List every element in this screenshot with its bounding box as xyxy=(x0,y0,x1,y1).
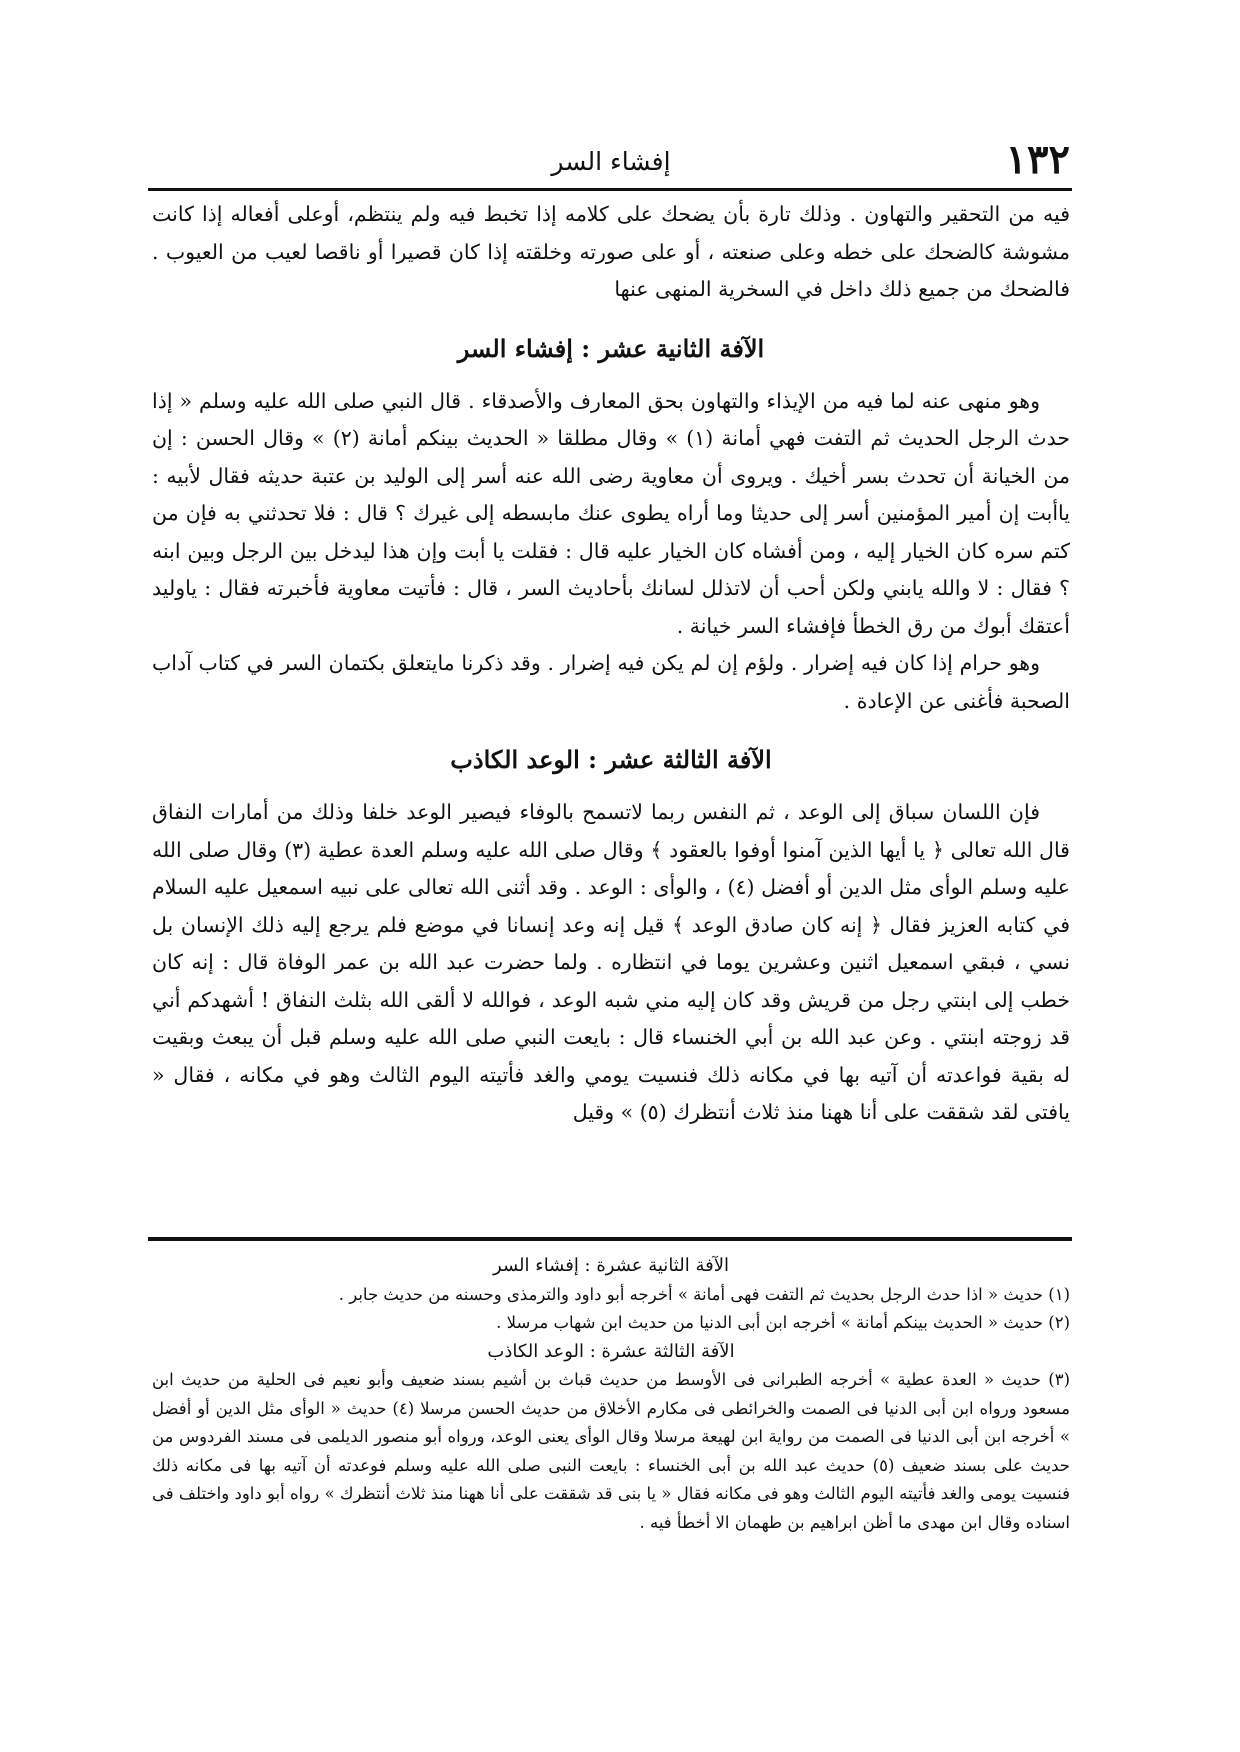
page-header xyxy=(152,138,1070,182)
footnotes xyxy=(152,1252,1070,1537)
section-heading-secret: الآفة الثانية عشر : إفشاء السر xyxy=(457,333,765,363)
running-title: إفشاء السر xyxy=(551,147,671,176)
header-rule xyxy=(148,188,1072,191)
footnote-rule xyxy=(148,1237,1072,1241)
footnote-heading-2: الآفة الثالثة عشرة : الوعد الكاذب xyxy=(487,1340,735,1362)
section1-paragraph2: وهو حرام إذا كان فيه إضرار . ولؤم إن لم يكن فيه إضرار . وقد ذكرنا مايتعلق بكتمان السر في كتاب آداب الصحبة فأغنى عن الإعادة . xyxy=(152,651,1070,713)
section2-paragraph1: فإن اللسان سباق إلى الوعد ، ثم النفس ربما لاتسمح بالوفاء فيصير الوعد خلفا وذلك من أمارات النفاق قال الله تعالى ﴿ يا أيها الذين آمنوا أوفوا بالعقود ﴾ وقال صلى الله عليه وسلم العدة عطية (٣) وقال صلى الله عليه وسلم الوأى مثل الدين أو أفضل (٤) ، والوأى : الوعد . وقد أثنى الله تعالى على نبيه اسمعيل عليه السلام في كتابه العزيز فقال ﴿ إنه كان صادق الوعد ﴾ قيل إنه وعد إنسانا في موضع فلم يرجع إليه ذلك الإنسان بل نسي ، فبقي اسمعيل اثنين وعشرين يوما في انتظاره . ولما حضرت عبد الله بن عمر الوفاة قال : إنه كان خطب إلى ابنتي رجل من قريش وقد كان إليه مني شبه الوعد ، فوالله لا ألقى الله بثلث النفاق ! أشهدكم أني قد زوجته ابنتي . وعن عبد الله بن أبي الخنساء قال : بايعت النبي صلى الله عليه وسلم قبل أن يبعث وبقيت له بقية فواعدته أن آتيه بها في مكانه ذلك فنسيت يومي والغد فأتيته اليوم الثالث وهو في مكانه ، فقال « يافتى لقد شققت على أنا ههنا منذ ثلاث أنتظرك (٥) » وقيل xyxy=(152,800,1071,1124)
page-number: ١٣٢ xyxy=(1005,136,1070,183)
footnote-2: (٢) حديث « الحديث بينكم أمانة » أخرجه ابن أبى الدنيا من حديث ابن شهاب مرسلا . xyxy=(496,1313,1070,1332)
footnote-1: (١) حديث « اذا حدث الرجل بحديث ثم التفت فهى أمانة » أخرجه أبو داود والترمذى وحسنه من حديث جابر . xyxy=(338,1284,1070,1304)
footnote-3-4-5: (٣) حديث « العدة عطية » أخرجه الطبرانى فى الأوسط من حديث قباث بن أشيم بسند ضعيف وأبو نعيم فى الحلية من حديث ابن مسعود ورواه ابن أبى الدنيا فى الصمت والخرائطى فى مكارم الأخلاق من حديث الحسن مرسلا (٤) حديث « الوأى مثل الدين أو أفضل » أخرجه ابن أبى الدنيا فى الصمت من رواية ابن لهيعة مرسلا وقال الوأى يعنى الوعد، ورواه أبو منصور الديلمى فى مسند الفردوس من حديث على بسند ضعيف (٥) حديث عبد الله بن أبى الخنساء : بايعت النبى صلى الله عليه وسلم فوعدته أن آتيه بها فى مكانه ذلك فنسيت يومى والغد فأتيته اليوم الثالث وهو فى مكانه فقال « يا بنى قد شققت على أنا ههنا منذ ثلاث أنتظرك » رواه أبو داود واختلف فى اسناده وقال ابن مهدى ما أظن ابراهيم بن طهمان الا أخطأ فيه . xyxy=(152,1370,1070,1532)
section-heading-false-promise: الآفة الثالثة عشر : الوعد الكاذب xyxy=(450,745,772,774)
footnote-heading-1: الآفة الثانية عشرة : إفشاء السر xyxy=(493,1255,729,1276)
intro-paragraph: فيه من التحقير والتهاون . وذلك تارة بأن يضحك على كلامه إذا تخبط فيه ولم ينتظم، أوعلى أفعاله إذا كانت مشوشة كالضحك على خطه وعلى صنعته ، أو على صورته وخلقته إذا كان قصيرا أو ناقصا لعيب من العيوب . فالضحك من جميع ذلك داخل في السخرية المنهى عنها xyxy=(152,202,1070,301)
main-text xyxy=(152,196,1070,1132)
section1-paragraph1: وهو منهى عنه لما فيه من الإيذاء والتهاون بحق المعارف والأصدقاء . قال النبي صلى الله عليه وسلم « إذا حدث الرجل الحديث ثم التفت فهي أمانة (١) » وقال مطلقا « الحديث بينكم أمانة (٢) » وقال الحسن : إن من الخيانة أن تحدث بسر أخيك . ويروى أن معاوية رضى الله عنه أسر إلى الوليد بن عتبة حديثه فقال لأبيه : ياأبت إن أمير المؤمنين أسر إلى حديثا وما أراه يطوى عنك مابسطه إلى غيرك ؟ قال : فلا تحدثني به فإن من كتم سره كان الخيار إليه ، ومن أفشاه كان الخيار عليه قال : فقلت يا أبت وإن هذا ليدخل بين الرجل وبين ابنه ؟ فقال : لا والله يابني ولكن أحب أن لاتذلل لسانك بأحاديث السر ، قال : فأتيت معاوية فأخبرته فقال : ياوليد أعتقك أبوك من رق الخطأ فإفشاء السر خيانة . xyxy=(152,388,1071,638)
